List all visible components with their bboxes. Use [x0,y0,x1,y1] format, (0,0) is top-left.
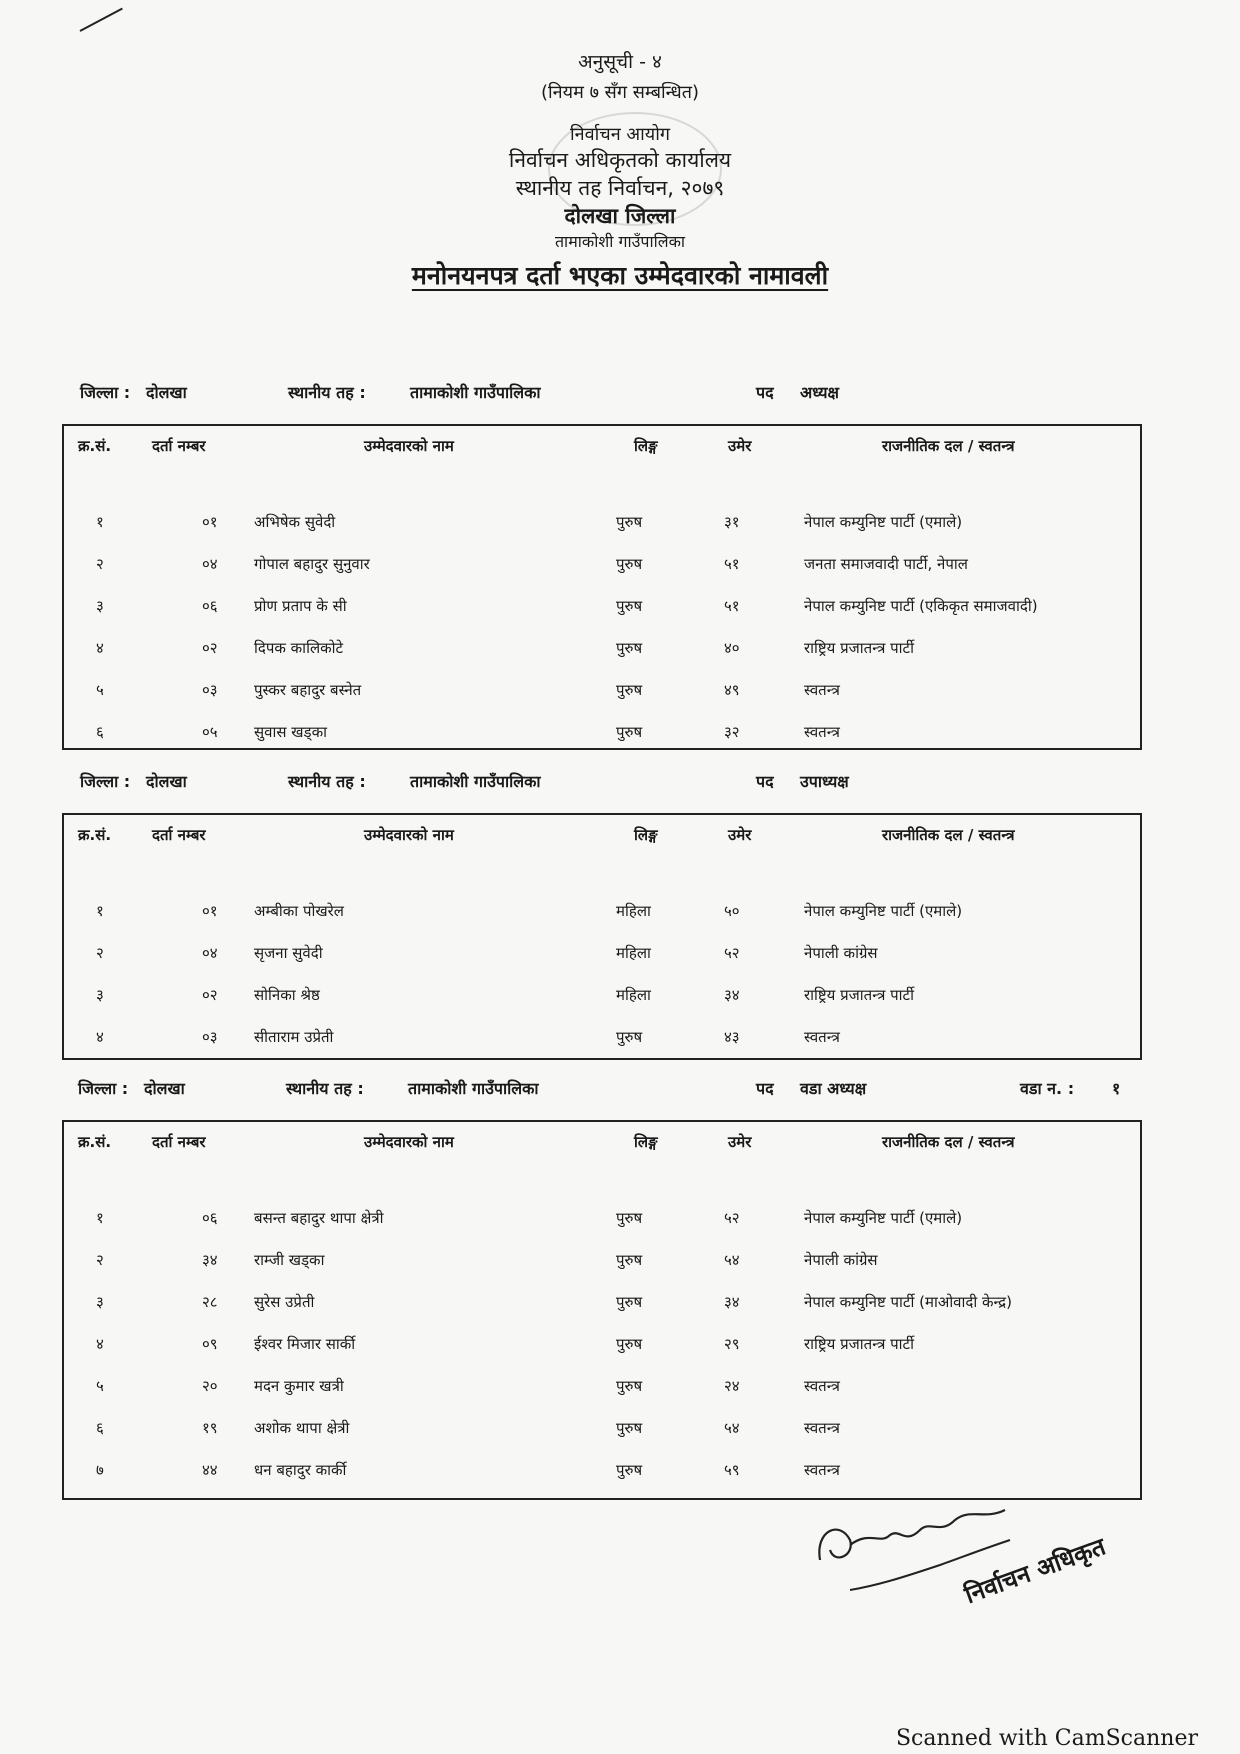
local-level-value: तामाकोशी गाउँपालिका [410,772,541,791]
cell-party: राष्ट्रिय प्रजातन्त्र पार्टी [804,639,915,657]
ward-label: वडा न. : [1020,1079,1075,1098]
cell-name: अशोक थापा क्षेत्री [254,1419,350,1437]
cell-gender: पुरुष [616,513,643,531]
post-value: अध्यक्ष [800,383,839,402]
cell-name: दिपक कालिकोटे [254,639,344,657]
table-row [64,901,1140,931]
cell-party: राष्ट्रिय प्रजातन्त्र पार्टी [804,1335,915,1353]
section-meta [0,770,1240,794]
cell-reg: ०२ [202,986,218,1004]
table-row [64,512,1140,542]
cell-reg: १९ [202,1419,218,1437]
post-value: उपाध्यक्ष [800,772,849,791]
cell-gender: पुरुष [616,555,643,573]
col-sn: क्र.सं. [78,1133,112,1151]
district-value: दोलखा [146,383,187,402]
cell-party: राष्ट्रिय प्रजातन्त्र पार्टी [804,986,915,1004]
post-label: पद [756,383,774,402]
cell-reg: ०५ [202,723,218,741]
table-row [64,1027,1140,1057]
local-level-value: तामाकोशी गाउँपालिका [408,1079,539,1098]
post-label: पद [756,772,774,791]
cell-age: ४० [724,639,740,657]
district-value: दोलखा [144,1079,185,1098]
pen-mark [80,8,123,32]
cell-reg: ०३ [202,1028,218,1046]
cell-reg: ०४ [202,944,218,962]
cell-age: २४ [724,1377,740,1395]
table-row [64,1418,1140,1448]
col-name: उम्मेदवारको नाम [364,1133,454,1151]
table-row [64,680,1140,710]
cell-gender: पुरुष [616,1251,643,1269]
cell-age: २९ [724,1335,740,1353]
cell-name: पुस्कर बहादुर बस्नेत [254,681,362,699]
col-gender: लिङ्ग [634,826,658,844]
district-label: जिल्ला : [80,383,131,402]
cell-sn: ४ [96,639,104,657]
cell-age: ३२ [724,723,740,741]
cell-name: धन बहादुर कार्की [254,1461,347,1479]
office-name: निर्वाचन अधिकृतको कार्यालय [508,148,732,172]
cell-reg: ०३ [202,681,218,699]
cell-party: स्वतन्त्र [804,723,840,741]
cell-sn: १ [96,902,104,920]
table-row [64,1292,1140,1322]
cell-name: राम्जी खड्का [254,1251,325,1269]
col-age: उमेर [728,437,752,455]
cell-name: ईश्वर मिजार सार्की [254,1335,356,1353]
rule-reference: (नियम ७ सँग सम्बन्धित) [540,82,699,103]
cell-sn: ५ [96,681,104,699]
cell-gender: पुरुष [616,1293,643,1311]
post-value: वडा अध्यक्ष [800,1079,867,1098]
table-row [64,1334,1140,1364]
section-meta [0,381,1240,405]
cell-sn: २ [96,1251,104,1269]
table-row [64,638,1140,668]
cell-party: स्वतन्त्र [804,1028,840,1046]
cell-party: स्वतन्त्र [804,1377,840,1395]
table-row [64,722,1140,752]
cell-party: नेपाली कांग्रेस [804,1251,878,1269]
cell-name: बसन्त बहादुर थापा क्षेत्री [254,1209,384,1227]
district-label: जिल्ला : [80,772,131,791]
municipality-heading: तामाकोशी गाउँपालिका [554,232,686,251]
col-sn: क्र.सं. [78,437,112,455]
col-party: राजनीतिक दल / स्वतन्त्र [882,437,1015,455]
table-header [64,1132,1140,1162]
cell-gender: पुरुष [616,1419,643,1437]
table-row [64,985,1140,1015]
cell-party: स्वतन्त्र [804,1461,840,1479]
cell-sn: ७ [96,1461,104,1479]
commission-name: निर्वाचन आयोग [569,124,671,145]
cell-name: मदन कुमार खत्री [254,1377,344,1395]
candidate-table [62,813,1142,1060]
cell-party: स्वतन्त्र [804,1419,840,1437]
table-header [64,436,1140,466]
table-row [64,1376,1140,1406]
cell-reg: ०६ [202,597,218,615]
cell-age: ५२ [724,1209,740,1227]
table-row [64,1250,1140,1280]
cell-age: ४३ [724,1028,740,1046]
cell-gender: पुरुष [616,681,643,699]
candidate-table [62,424,1142,750]
cell-reg: ०६ [202,1209,218,1227]
col-gender: लिङ्ग [634,1133,658,1151]
cell-party: जनता समाजवादी पार्टी, नेपाल [804,555,968,573]
local-level-label: स्थानीय तह : [288,383,366,402]
cell-party: नेपाली कांग्रेस [804,944,878,962]
annex-label: अनुसूची - ४ [578,51,662,73]
local-level-label: स्थानीय तह : [288,772,366,791]
cell-age: ५९ [724,1461,740,1479]
cell-name: प्रोण प्रताप के सी [254,597,347,615]
cell-party: नेपाल कम्युनिष्ट पार्टी (एकिकृत समाजवादी) [804,597,1038,615]
cell-gender: पुरुष [616,1377,643,1395]
cell-age: ३४ [724,986,740,1004]
col-party: राजनीतिक दल / स्वतन्त्र [882,1133,1015,1151]
cell-sn: ४ [96,1335,104,1353]
cell-name: सोनिका श्रेष्ठ [254,986,320,1004]
election-name: स्थानीय तह निर्वाचन, २०७९ [515,176,725,200]
local-level-label: स्थानीय तह : [286,1079,364,1098]
district-label: जिल्ला : [78,1079,129,1098]
cell-name: गोपाल बहादुर सुनुवार [254,555,370,573]
col-reg: दर्ता नम्बर [152,1133,206,1151]
col-age: उमेर [728,1133,752,1151]
cell-gender: पुरुष [616,1335,643,1353]
cell-age: ५२ [724,944,740,962]
cell-sn: ६ [96,723,104,741]
cell-name: सीताराम उप्रेती [254,1028,334,1046]
cell-age: ३४ [724,1293,740,1311]
cell-gender: पुरुष [616,1209,643,1227]
scanner-watermark: Scanned with CamScanner [895,1726,1198,1751]
cell-gender: पुरुष [616,1028,643,1046]
officer-stamp: निर्वाचन अधिकृत [961,1532,1110,1610]
cell-gender: महिला [616,944,651,962]
col-reg: दर्ता नम्बर [152,437,206,455]
cell-reg: ०४ [202,555,218,573]
post-label: पद [756,1079,774,1098]
cell-reg: ३४ [202,1251,218,1269]
cell-gender: पुरुष [616,1461,643,1479]
cell-name: सृजना सुवेदी [254,944,323,962]
cell-sn: ३ [96,986,104,1004]
cell-sn: ३ [96,597,104,615]
document-header [0,48,1240,292]
cell-reg: २८ [202,1293,218,1311]
cell-gender: पुरुष [616,639,643,657]
cell-reg: ०९ [202,1335,218,1353]
cell-age: ५० [724,902,740,920]
local-level-value: तामाकोशी गाउँपालिका [410,383,541,402]
district-value: दोलखा [146,772,187,791]
col-name: उम्मेदवारको नाम [364,437,454,455]
table-row [64,1460,1140,1490]
table-header [64,825,1140,855]
col-name: उम्मेदवारको नाम [364,826,454,844]
cell-party: नेपाल कम्युनिष्ट पार्टी (एमाले) [804,902,963,920]
cell-sn: २ [96,944,104,962]
table-row [64,554,1140,584]
cell-party: स्वतन्त्र [804,681,840,699]
cell-gender: पुरुष [616,723,643,741]
cell-age: ५१ [724,555,740,573]
cell-reg: ०१ [202,513,218,531]
table-row [64,596,1140,626]
cell-name: सुरेस उप्रेती [254,1293,315,1311]
table-row [64,1208,1140,1238]
cell-sn: ३ [96,1293,104,1311]
col-age: उमेर [728,826,752,844]
cell-age: ५४ [724,1251,740,1269]
cell-name: सुवास खड्का [254,723,327,741]
col-reg: दर्ता नम्बर [152,826,206,844]
col-party: राजनीतिक दल / स्वतन्त्र [882,826,1015,844]
cell-age: ४९ [724,681,740,699]
section-meta [0,1077,1240,1101]
cell-sn: १ [96,513,104,531]
cell-sn: ४ [96,1028,104,1046]
cell-name: अभिषेक सुवेदी [254,513,336,531]
cell-gender: महिला [616,902,651,920]
cell-party: नेपाल कम्युनिष्ट पार्टी (एमाले) [804,513,963,531]
cell-gender: महिला [616,986,651,1004]
cell-reg: २० [202,1377,218,1395]
page-title: मनोनयनपत्र दर्ता भएका उम्मेदवारको नामावली [411,261,829,290]
cell-sn: ६ [96,1419,104,1437]
col-sn: क्र.सं. [78,826,112,844]
cell-sn: १ [96,1209,104,1227]
cell-sn: २ [96,555,104,573]
cell-party: नेपाल कम्युनिष्ट पार्टी (एमाले) [804,1209,963,1227]
cell-reg: ४४ [202,1461,218,1479]
cell-gender: पुरुष [616,597,643,615]
col-gender: लिङ्ग [634,437,658,455]
district-heading: दोलखा जिल्ला [564,204,676,228]
cell-reg: ०१ [202,902,218,920]
cell-reg: ०२ [202,639,218,657]
table-row [64,943,1140,973]
cell-age: ३१ [724,513,740,531]
candidate-table [62,1120,1142,1500]
ward-value: १ [1112,1079,1121,1098]
cell-name: अम्बीका पोखरेल [254,902,344,920]
cell-party: नेपाल कम्युनिष्ट पार्टी (माओवादी केन्द्र) [804,1293,1012,1311]
cell-age: ५४ [724,1419,740,1437]
cell-sn: ५ [96,1377,104,1395]
cell-age: ५१ [724,597,740,615]
